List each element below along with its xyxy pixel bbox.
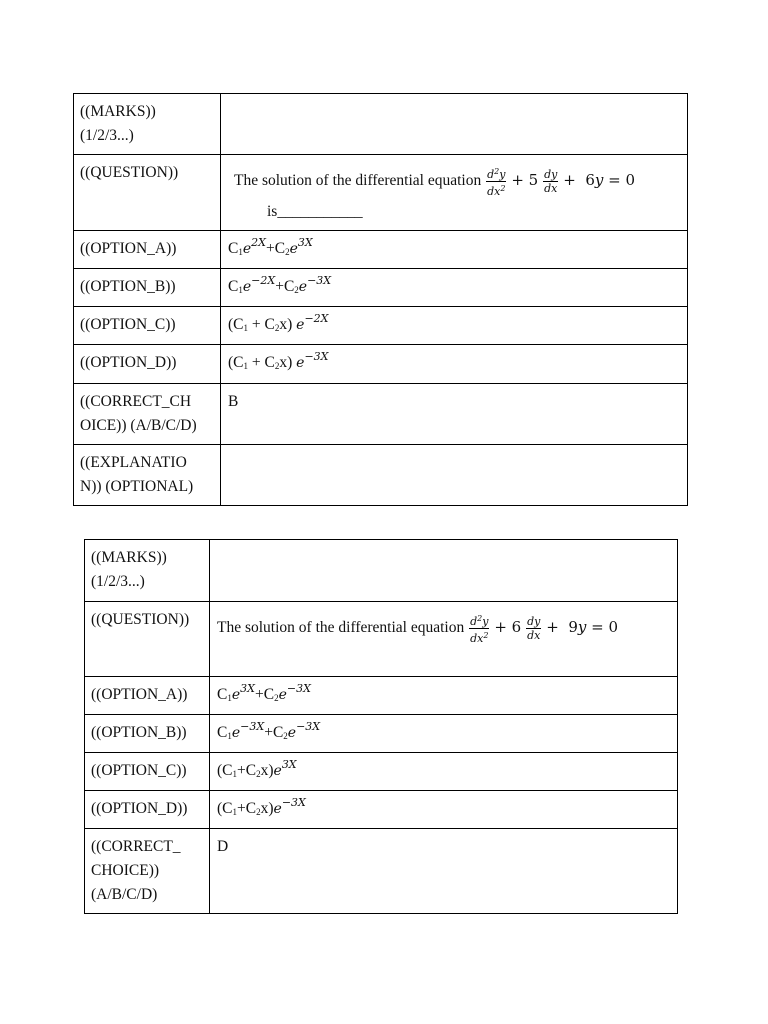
correct-choice-value[interactable]: D bbox=[210, 829, 678, 914]
option-b-row bbox=[85, 715, 678, 753]
option-a-row bbox=[74, 231, 688, 269]
option-c-label: ((OPTION_C)) bbox=[74, 307, 221, 345]
marks-value-cell[interactable] bbox=[210, 540, 678, 602]
question-row bbox=[74, 155, 688, 231]
marks-label-cell bbox=[74, 94, 221, 155]
question-cell[interactable]: The solution of the differential equation $\frac{d^2y}{dx^2}$ + 6 $\frac{dy}{dx}$ + 9y = 0 bbox=[210, 602, 678, 677]
question-row bbox=[85, 602, 678, 677]
option-d-row bbox=[85, 791, 678, 829]
explanation-label-line1: ((EXPLANATIO bbox=[80, 454, 187, 471]
marks-row bbox=[85, 540, 678, 602]
option-d-label: ((OPTION_D)) bbox=[85, 791, 210, 829]
option-c-value[interactable]: $(C_1+C_2x)e^{3X}$ bbox=[210, 753, 678, 791]
option-d-value[interactable]: $(C_1 + C_2x)$ $e^{-3X}$ bbox=[221, 345, 688, 384]
second-derivative-fraction: $\frac{d^2y}{dx^2}$ bbox=[487, 167, 506, 198]
correct-choice-label-line1: ((CORRECT_ bbox=[91, 838, 181, 855]
marks-sub-label: (1/2/3...) bbox=[91, 573, 145, 590]
correct-choice-label-line2: CHOICE)) bbox=[91, 862, 160, 879]
correct-choice-label-cell bbox=[74, 384, 221, 445]
question-text: The solution of the differential equation bbox=[234, 172, 482, 190]
option-d-row bbox=[74, 345, 688, 384]
option-a-value[interactable]: $C_1e^{3X}+C_2e^{-3X}$ bbox=[210, 677, 678, 715]
explanation-value-cell[interactable] bbox=[221, 445, 688, 506]
option-a-value[interactable]: $C_1e^{2X}+C_2e^{3X}$ bbox=[221, 231, 688, 269]
option-c-label: ((OPTION_C)) bbox=[85, 753, 210, 791]
option-c-row bbox=[85, 753, 678, 791]
question-table-1 bbox=[73, 93, 688, 506]
option-b-label: ((OPTION_B)) bbox=[85, 715, 210, 753]
option-a-label: ((OPTION_A)) bbox=[85, 677, 210, 715]
marks-value-cell[interactable] bbox=[221, 94, 688, 155]
explanation-label-cell bbox=[74, 445, 221, 506]
question-tail: is___________ bbox=[267, 203, 363, 220]
correct-choice-label-line2: OICE)) (A/B/C/D) bbox=[80, 417, 197, 434]
correct-choice-row bbox=[85, 829, 678, 914]
correct-choice-label-cell bbox=[85, 829, 210, 914]
question-label: ((QUESTION)) bbox=[74, 155, 221, 231]
correct-choice-value[interactable]: B bbox=[221, 384, 688, 445]
option-b-label: ((OPTION_B)) bbox=[74, 269, 221, 307]
option-c-row bbox=[74, 307, 688, 345]
coefficient-1: 5 bbox=[528, 171, 539, 190]
correct-choice-row bbox=[74, 384, 688, 445]
first-derivative-fraction: $\frac{dy}{dx}$ bbox=[544, 168, 558, 195]
question-cell[interactable]: The solution of the differential equation $\frac{d^2y}{dx^2}$ + 5 $\frac{dy}{dx}$ + 6y = 0 is___________ bbox=[221, 155, 688, 231]
first-derivative-fraction: $\frac{dy}{dx}$ bbox=[527, 615, 541, 642]
option-b-row bbox=[74, 269, 688, 307]
coefficient-2: 9 bbox=[568, 618, 578, 637]
coefficient-2: 6 bbox=[585, 171, 595, 190]
second-derivative-fraction: $\frac{d^2y}{dx^2}$ bbox=[470, 614, 489, 645]
correct-choice-label-line3: (A/B/C/D) bbox=[91, 886, 158, 903]
coefficient-1: 6 bbox=[511, 618, 522, 637]
marks-label-cell bbox=[85, 540, 210, 602]
option-c-value[interactable]: $(C_1 + C_2x)$ $e^{-2X}$ bbox=[221, 307, 688, 345]
question-text: The solution of the differential equation bbox=[217, 619, 465, 637]
option-a-label: ((OPTION_A)) bbox=[74, 231, 221, 269]
marks-row bbox=[74, 94, 688, 155]
option-d-label: ((OPTION_D)) bbox=[74, 345, 221, 384]
marks-label: ((MARKS)) bbox=[80, 103, 156, 120]
explanation-label-line2: N)) (OPTIONAL) bbox=[80, 478, 194, 495]
marks-sub-label: (1/2/3...) bbox=[80, 127, 134, 144]
question-table-2 bbox=[84, 539, 678, 914]
option-a-row bbox=[85, 677, 678, 715]
question-label: ((QUESTION)) bbox=[85, 602, 210, 677]
marks-label: ((MARKS)) bbox=[91, 549, 167, 566]
option-d-value[interactable]: $(C_1+C_2x)e^{-3X}$ bbox=[210, 791, 678, 829]
option-b-value[interactable]: $C_1e^{-3X}+C_2e^{-3X}$ bbox=[210, 715, 678, 753]
correct-choice-label-line1: ((CORRECT_CH bbox=[80, 393, 192, 410]
explanation-row bbox=[74, 445, 688, 506]
option-b-value[interactable]: $C_1e^{-2X}+C_2e^{-3X}$ bbox=[221, 269, 688, 307]
